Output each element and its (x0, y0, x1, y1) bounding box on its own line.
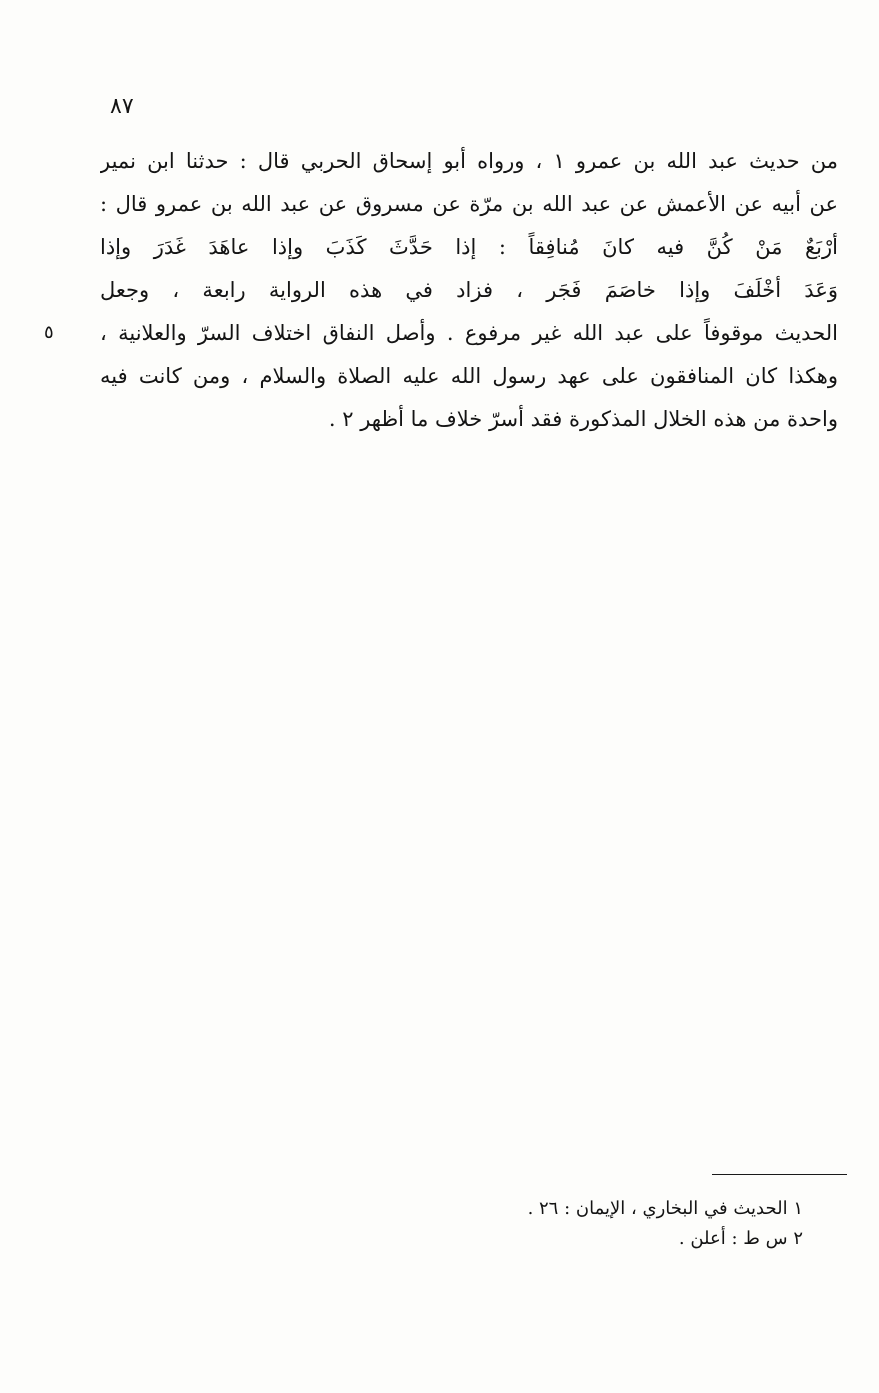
text-line: وَعَدَ أخْلَفَ وإذا خاصَمَ فَجَر ، فزاد في هذه الرواية رابعة ، وجعل (100, 278, 838, 302)
footnote-divider (712, 1174, 847, 1175)
line-number-marker: ٥ (44, 322, 54, 343)
main-text (100, 140, 838, 441)
footnotes (383, 1194, 803, 1254)
footnote: ٢ س ط : أعلن . (678, 1228, 803, 1249)
text-line: أرْبَعٌ مَنْ كُنَّ فيه كانَ مُنافِقاً : إذا حَدَّثَ كَذَبَ وإذا عاهَدَ غَدَرَ وإذا (100, 235, 838, 259)
text-line: الحديث موقوفاً على عبد الله غير مرفوع . وأصل النفاق اختلاف السرّ والعلانية ، (100, 321, 838, 345)
text-line: عن أبيه عن الأعمش عن عبد الله بن مرّة عن مسروق عن عبد الله بن عمرو قال : (100, 192, 838, 216)
text-line: من حديث عبد الله بن عمرو ١ ، ورواه أبو إسحاق الحربي قال : حدثنا ابن نمير (100, 149, 838, 173)
footnote: ١ الحديث في البخاري ، الإيمان : ٢٦ . (527, 1198, 803, 1219)
text-line: واحدة من هذه الخلال المذكورة فقد أسرّ خلاف ما أظهر ٢ . (328, 407, 838, 431)
text-line: وهكذا كان المنافقون على عهد رسول الله عليه الصلاة والسلام ، ومن كانت فيه (100, 364, 838, 388)
page-number: ٨٧ (110, 94, 134, 119)
